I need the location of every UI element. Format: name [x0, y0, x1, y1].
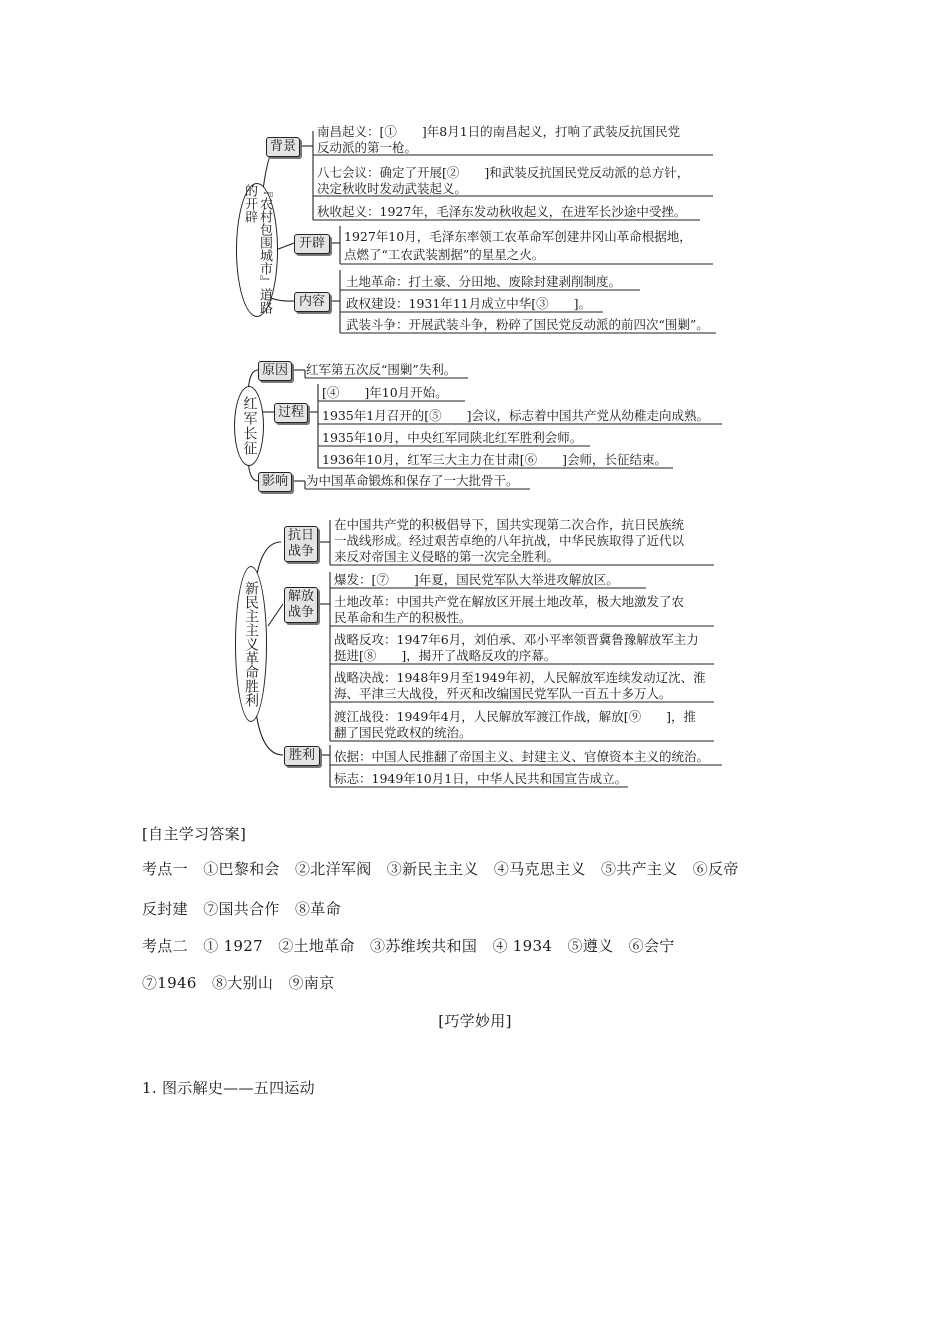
connector-d3-liberation: [268, 604, 283, 626]
answers-heading: [自主学习答案]: [142, 825, 247, 843]
d1-item-7: 武装斗争：开展武装斗争，粉碎了国民党反动派的前四次“围剿”。: [346, 317, 709, 332]
d2-item-3: 1935年1月召开的[⑤ ]会议，标志着中国共产党从幼稚走向成熟。: [322, 408, 710, 423]
section-title: [巧学妙用]: [438, 1012, 512, 1030]
d3-item-3b: 民革命和生产的积极性。: [334, 610, 472, 625]
root-node-rural-encircle-cities: [236, 183, 278, 317]
d1-item-5: 土地革命：打土豪、分田地、废除封建剥削制度。: [346, 274, 622, 289]
d2-item-6: 为中国革命锻炼和保存了一大批骨干。: [306, 473, 519, 488]
root-label: 新民主主义革命胜利: [243, 581, 259, 707]
d3-item-4b: 挺进[⑧ ]，揭开了战略反攻的序幕。: [334, 648, 557, 663]
d3-item-6a: 渡江战役：1949年4月，人民解放军渡江作战，解放[⑨ ]，推: [334, 709, 697, 724]
d3-item-7: 依据：中国人民推翻了帝国主义、封建主义、官僚资本主义的统治。: [334, 749, 710, 764]
label-anti-japan-war: 抗日 战争: [284, 526, 318, 562]
d1-item-4a: 1927年10月，毛泽东率领工农革命军创建井冈山革命根据地，: [344, 229, 692, 244]
connector-d3-victory: [256, 712, 283, 755]
item-title: 1. 图示解史——五四运动: [142, 1079, 315, 1097]
label-influence: 影响: [258, 472, 292, 492]
root-label: 『农村包围城市』道路的开辟: [242, 184, 272, 314]
root-node-new-democratic-revolution: [235, 566, 267, 722]
d3-item-1b: 一战线形成。经过艰苦卓绝的八年抗战，中华民族取得了近代以: [334, 533, 685, 548]
answers-line-2: 反封建 ⑦国共合作 ⑧革命: [142, 900, 341, 918]
d3-item-5a: 战略决战：1948年9月至1949年初，人民解放军连续发动辽沈、淮: [334, 670, 706, 685]
d2-item-5: 1936年10月，红军三大主力在甘肃[⑥ ]会师，长征结束。: [322, 452, 667, 467]
d3-item-1a: 在中国共产党的积极倡导下，国共实现第二次合作，抗日民族统: [334, 517, 685, 532]
d1-item-4b: 点燃了“工农武装割据”的星星之火。: [344, 247, 545, 262]
d3-item-6b: 翻了国民党政权的统治。: [334, 725, 472, 740]
d3-item-1c: 来反对帝国主义侵略的第一次完全胜利。: [334, 549, 560, 564]
d2-item-2: [④ ]年10月开始。: [322, 385, 448, 400]
root-label: 红军长征: [241, 396, 258, 456]
label-cause: 原因: [258, 361, 292, 381]
d1-item-6: 政权建设：1931年11月成立中华[③ ]。: [346, 296, 591, 311]
label-open: 开辟: [294, 234, 330, 254]
d1-item-1b: 反动派的第一枪。: [317, 140, 418, 155]
label-victory: 胜利: [284, 746, 320, 766]
answers-line-1: 考点一 ①巴黎和会 ②北洋军阀 ③新民主主义 ④马克思主义 ⑤共产主义 ⑥反帝: [142, 860, 739, 878]
label-content: 内容: [294, 292, 330, 312]
answers-line-3: 考点二 ① 1927 ②土地革命 ③苏维埃共和国 ④ 1934 ⑤遵义 ⑥会宁: [142, 937, 675, 955]
d3-item-3a: 土地改革：中国共产党在解放区开展土地改革，极大地激发了农: [334, 594, 685, 609]
label-liberation-war: 解放 战争: [284, 587, 318, 623]
d3-item-4a: 战略反攻：1947年6月，刘伯承、邓小平率领晋冀鲁豫解放军主力: [334, 632, 699, 647]
d2-item-1: 红军第五次反“围剿”失利。: [306, 362, 457, 377]
label-background: 背景: [266, 137, 300, 157]
d3-item-8: 标志：1949年10月1日，中华人民共和国宣告成立。: [334, 771, 628, 786]
label-process: 过程: [274, 403, 308, 423]
d1-item-3: 秋收起义：1927年，毛泽东发动秋收起义，在进军长沙途中受挫。: [317, 204, 687, 219]
answers-line-4: ⑦1946 ⑧大别山 ⑨南京: [142, 974, 335, 992]
d2-item-4: 1935年10月，中央红军同陕北红军胜利会师。: [322, 430, 583, 445]
d3-item-2: 爆发：[⑦ ]年夏，国民党军队大举进攻解放区。: [334, 572, 619, 587]
connector-d3-anti-japan: [256, 542, 281, 580]
d1-item-1a: 南昌起义：[① ]年8月1日的南昌起义，打响了武装反抗国民党: [317, 124, 681, 139]
root-node-long-march: [234, 386, 264, 466]
d1-item-2a: 八七会议：确定了开展[② ]和武装反抗国民党反动派的总方针，: [317, 165, 690, 180]
d3-item-5b: 海、平津三大战役，歼灭和改编国民党军队一百五十多万人。: [334, 686, 672, 701]
d1-item-2b: 决定秋收时发动武装起义。: [317, 181, 468, 196]
